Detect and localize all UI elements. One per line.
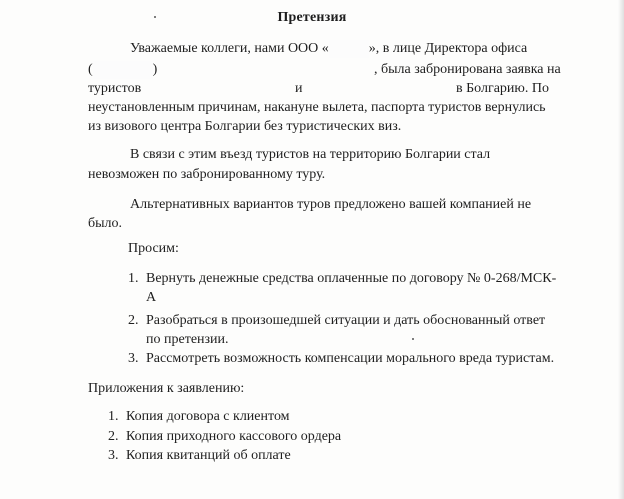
- attachment-1-number: 1.: [108, 409, 119, 424]
- p1-line2-close: ): [152, 62, 158, 77]
- attachment-2-text: Копия приходного кассового ордера: [126, 429, 342, 444]
- request-1-line2: А: [146, 290, 157, 305]
- paragraph1-line1: [130, 40, 527, 58]
- paragraph2-line2: невозможен по забронированному туру.: [88, 167, 326, 182]
- paragraph1-line2-tail: , была забронирована заявка на: [374, 62, 561, 77]
- paragraph1-line5: из визового центра Болгарии без туристических виз.: [88, 119, 402, 134]
- p1-line2-open: (: [88, 62, 93, 77]
- request-1-line1: Вернуть денежные средства оплаченные по договору № 0-268/МСК-: [146, 271, 557, 286]
- redacted-office: [93, 61, 153, 79]
- request-2-line1: Разобраться в произошедшей ситуации и дать обоснованный ответ: [146, 313, 546, 328]
- request-3-line1: Рассмотреть возможность компенсации морального вреда туристам.: [146, 351, 555, 366]
- paragraph1-line3-a: туристов: [88, 81, 142, 96]
- document-title: Претензия: [277, 10, 347, 25]
- p1-line1-pre: Уважаемые коллеги, нами ООО «: [130, 41, 329, 56]
- attachment-1-text: Копия договора с клиентом: [126, 409, 290, 424]
- paragraph2-line1: В связи с этим въезд туристов на территорию Болгарии стал: [130, 147, 491, 162]
- redacted-company-name: [329, 40, 369, 58]
- request-2-number: 2.: [128, 313, 139, 328]
- scan-speck: [412, 338, 414, 340]
- attachments-heading: Приложения к заявлению:: [88, 381, 245, 396]
- request-heading: Просим:: [128, 241, 179, 256]
- request-1-number: 1.: [128, 271, 139, 286]
- paragraph3-line1: Альтернативных вариантов туров предложено вашей компанией не: [130, 197, 532, 212]
- scan-speck: [154, 16, 156, 18]
- attachment-3-number: 3.: [108, 448, 119, 463]
- paragraph1-line4: неустановленным причинам, накануне вылета, паспорта туристов вернулись: [88, 100, 546, 115]
- request-3-number: 3.: [128, 351, 139, 366]
- paragraph3-line2: было.: [88, 216, 123, 231]
- scan-edge: [618, 0, 624, 499]
- attachment-3-text: Копия квитанций об оплате: [126, 448, 291, 463]
- attachment-2-number: 2.: [108, 429, 119, 444]
- request-2-line2: по претензии.: [146, 332, 229, 347]
- p1-line1-post: », в лице Директора офиса: [368, 41, 528, 56]
- paragraph1-line3-c: в Болгарию. По: [456, 81, 549, 96]
- paragraph1-line3-b: и: [295, 81, 303, 96]
- paragraph1-line2: [88, 61, 157, 79]
